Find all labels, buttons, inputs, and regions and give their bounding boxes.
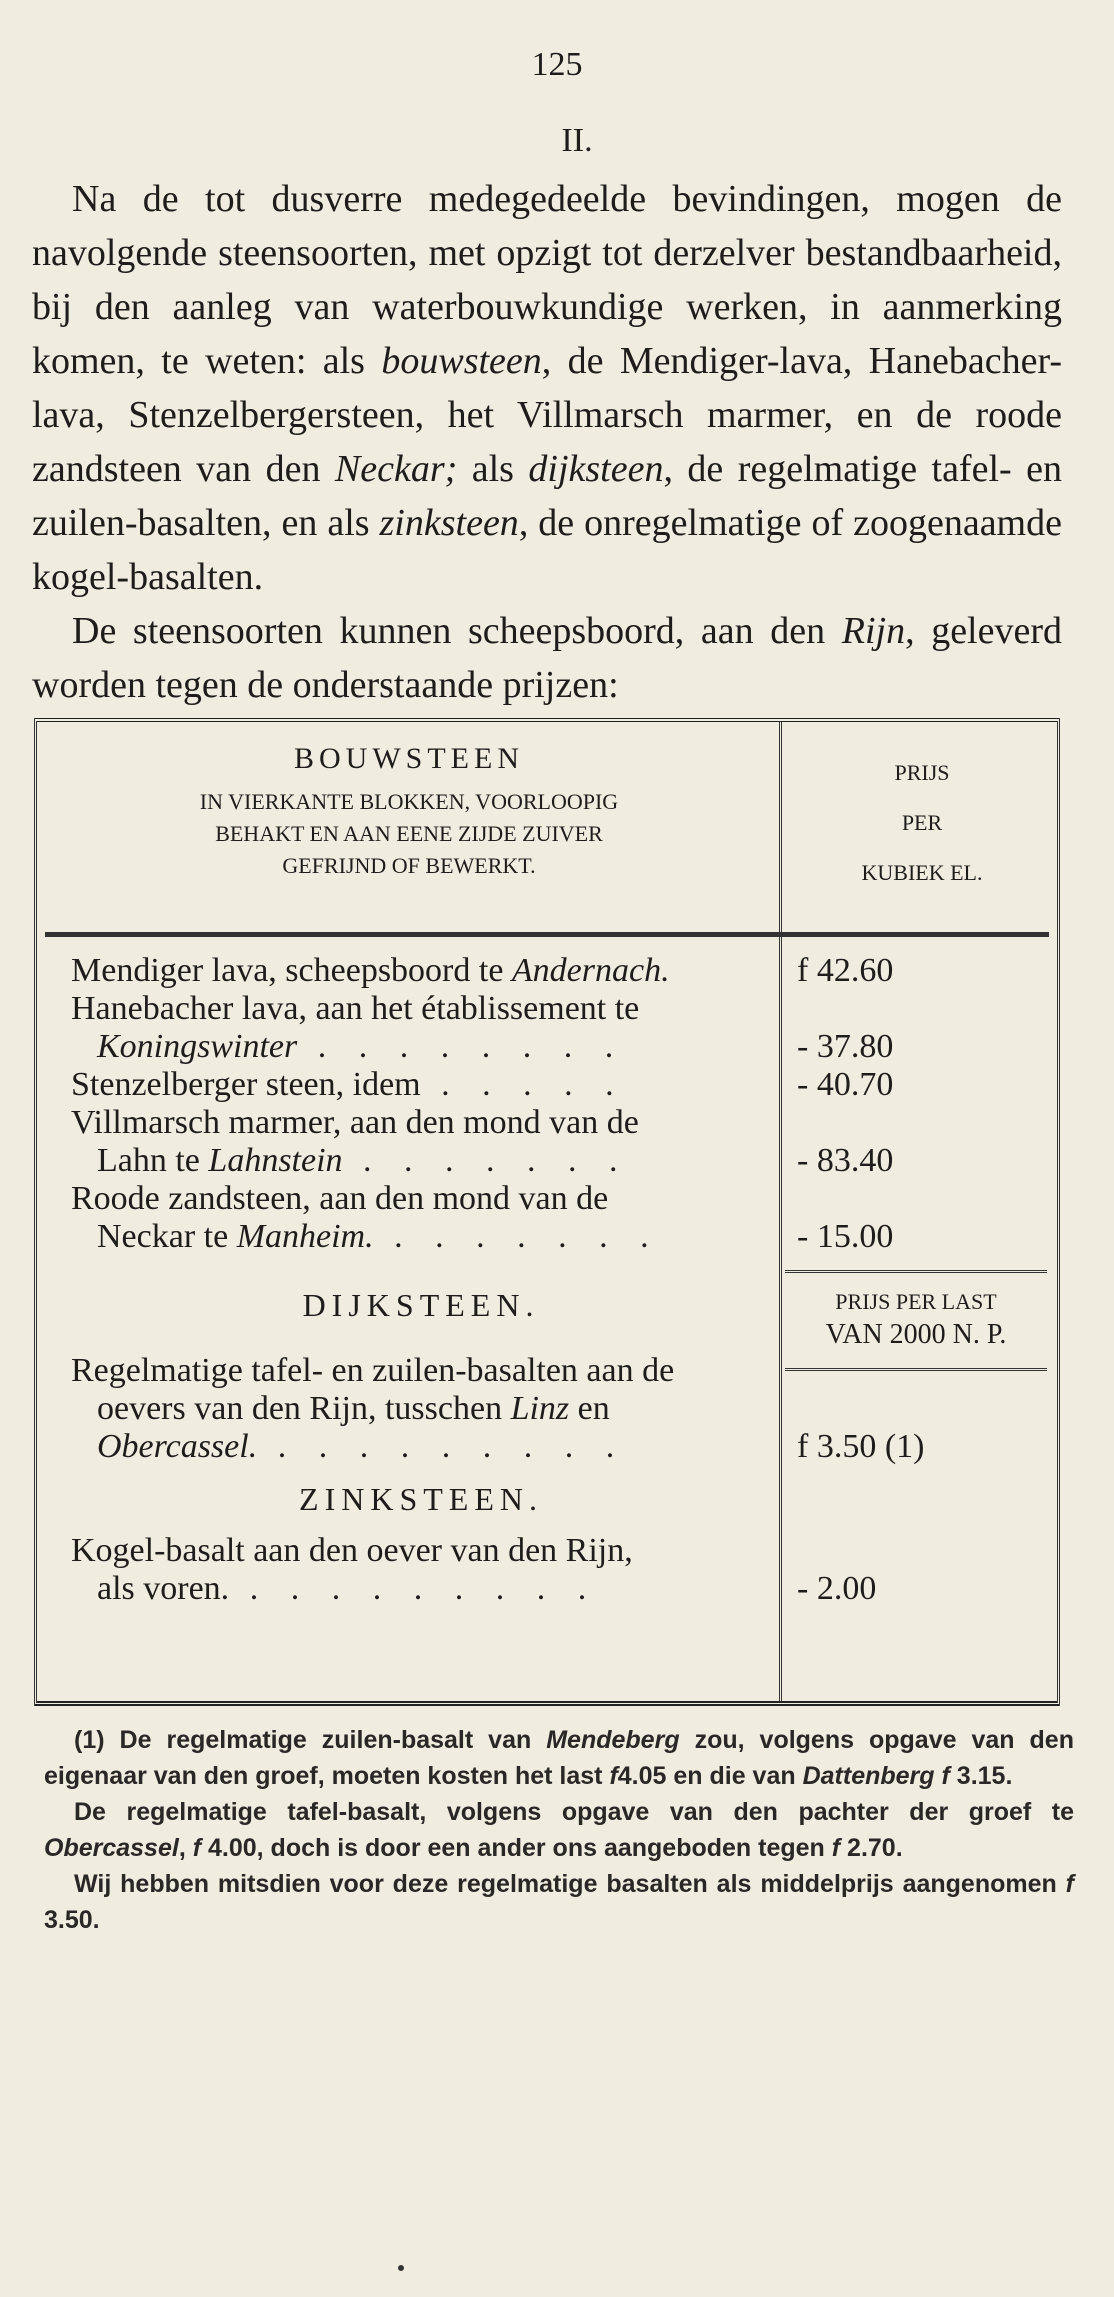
dijksteen-row-line: Regelmatige tafel- en zuilen-basalten aan de: [71, 1352, 675, 1389]
bouwsteen-price: - 15.00: [797, 1218, 894, 1255]
header-rule: [45, 932, 1049, 937]
bouwsteen-row-line: Lahn te Lahnstein . . . . . . .: [97, 1142, 630, 1179]
dijksteen-price-header: PRIJS PER LAST VAN 2000 N. P.: [825, 1289, 1007, 1350]
dijksteen-price-rule-bottom: [785, 1368, 1047, 1371]
dijksteen-row-line: oevers van den Rijn, tusschen Linz en: [97, 1390, 610, 1427]
header-subtitle: IN VIERKANTE BLOKKEN, VOORLOOPIG BEHAKT EN AAN EENE ZIJDE ZUIVER GEFRIJND OF BEWERKT.: [199, 789, 619, 878]
zinksteen-row-line: als voren. . . . . . . . . .: [97, 1570, 599, 1607]
column-divider: [779, 722, 782, 1701]
bouwsteen-row-line: Mendiger lava, scheepsboord te Andernach.: [71, 952, 670, 989]
bouwsteen-row-line: Villmarsch marmer, aan den mond van de: [71, 1104, 639, 1141]
paragraph-2: De steensoorten kunnen scheepsboord, aan den Rijn, geleverd worden tegen de onderstaande prijzen:: [32, 610, 1063, 706]
dijksteen-price-rule-top: [785, 1270, 1047, 1273]
zinksteen-price: - 2.00: [797, 1570, 877, 1607]
table-rows: [71, 952, 771, 1608]
footnote-1: (1) De regelmatige zuilen-basalt van Mendeberg zou, volgens opgave van den eigenaar van den groef, moeten kosten het last f4.05 en die van Dattenberg f 3.15.: [44, 1726, 1074, 1790]
bouwsteen-row-line: Stenzelberger steen, idem . . . . .: [71, 1066, 626, 1103]
footnote-2: De regelmatige tafel-basalt, volgens opgave van den pachter der groef te Obercassel, f 4.00, doch is door een ander ons aangeboden tegen f 2.70.: [44, 1798, 1074, 1862]
bouwsteen-row-line: Hanebacher lava, aan het établissement te: [71, 990, 640, 1027]
footnote-3: Wij hebben mitsdien voor deze regelmatige basalten als middelprijs aangenomen f 3.50.: [44, 1870, 1074, 1934]
ink-dot: [398, 2265, 404, 2271]
bouwsteen-price: - 83.40: [797, 1142, 894, 1179]
bouwsteen-price: - 40.70: [797, 1066, 894, 1103]
dijksteen-price: f 3.50 (1): [797, 1428, 925, 1465]
page-number: 125: [531, 46, 583, 83]
price-table: [34, 718, 1060, 1706]
footnotes: [44, 1722, 1074, 1938]
bouwsteen-price: - 37.80: [797, 1028, 894, 1065]
bouwsteen-price: f 42.60: [797, 952, 894, 989]
section-number: II.: [561, 122, 593, 159]
dijksteen-row-line: Obercassel. . . . . . . . . .: [97, 1428, 627, 1465]
zinksteen-row-line: Kogel-basalt aan den oever van den Rijn,: [71, 1532, 633, 1569]
body-text: [32, 172, 1062, 712]
table-header-price: PRIJS PER KUBIEK EL.: [861, 760, 983, 885]
table-header-stone: [51, 742, 767, 882]
header-title: BOUWSTEEN: [294, 742, 524, 775]
bouwsteen-row-line: Neckar te Manheim. . . . . . . .: [97, 1218, 661, 1255]
section-title-zinksteen: ZINKSTEEN.: [299, 1481, 543, 1517]
bouwsteen-row-line: Koningswinter . . . . . . . .: [97, 1028, 626, 1065]
paragraph-1: Na de tot dusverre medegedeelde bevindingen, mogen de navolgende steensoorten, met opzigt tot derzelver bestandbaarheid, bij den aanleg van waterbouwkundige werken, in aanmerking komen, te weten: als bouwsteen, de Mendiger-lava, Hanebacher-lava, Stenzelbergersteen, het Villmarsch marmer, en de roode zandsteen van den Neckar; als dijksteen, de regelmatige tafel- en zuilen-basalten, en als zinksteen, de onregelmatige of zoogenaamde kogel-basalten.: [32, 178, 1062, 598]
section-title-dijksteen: DIJKSTEEN.: [302, 1287, 540, 1323]
bouwsteen-row-line: Roode zandsteen, aan den mond van de: [71, 1180, 609, 1217]
